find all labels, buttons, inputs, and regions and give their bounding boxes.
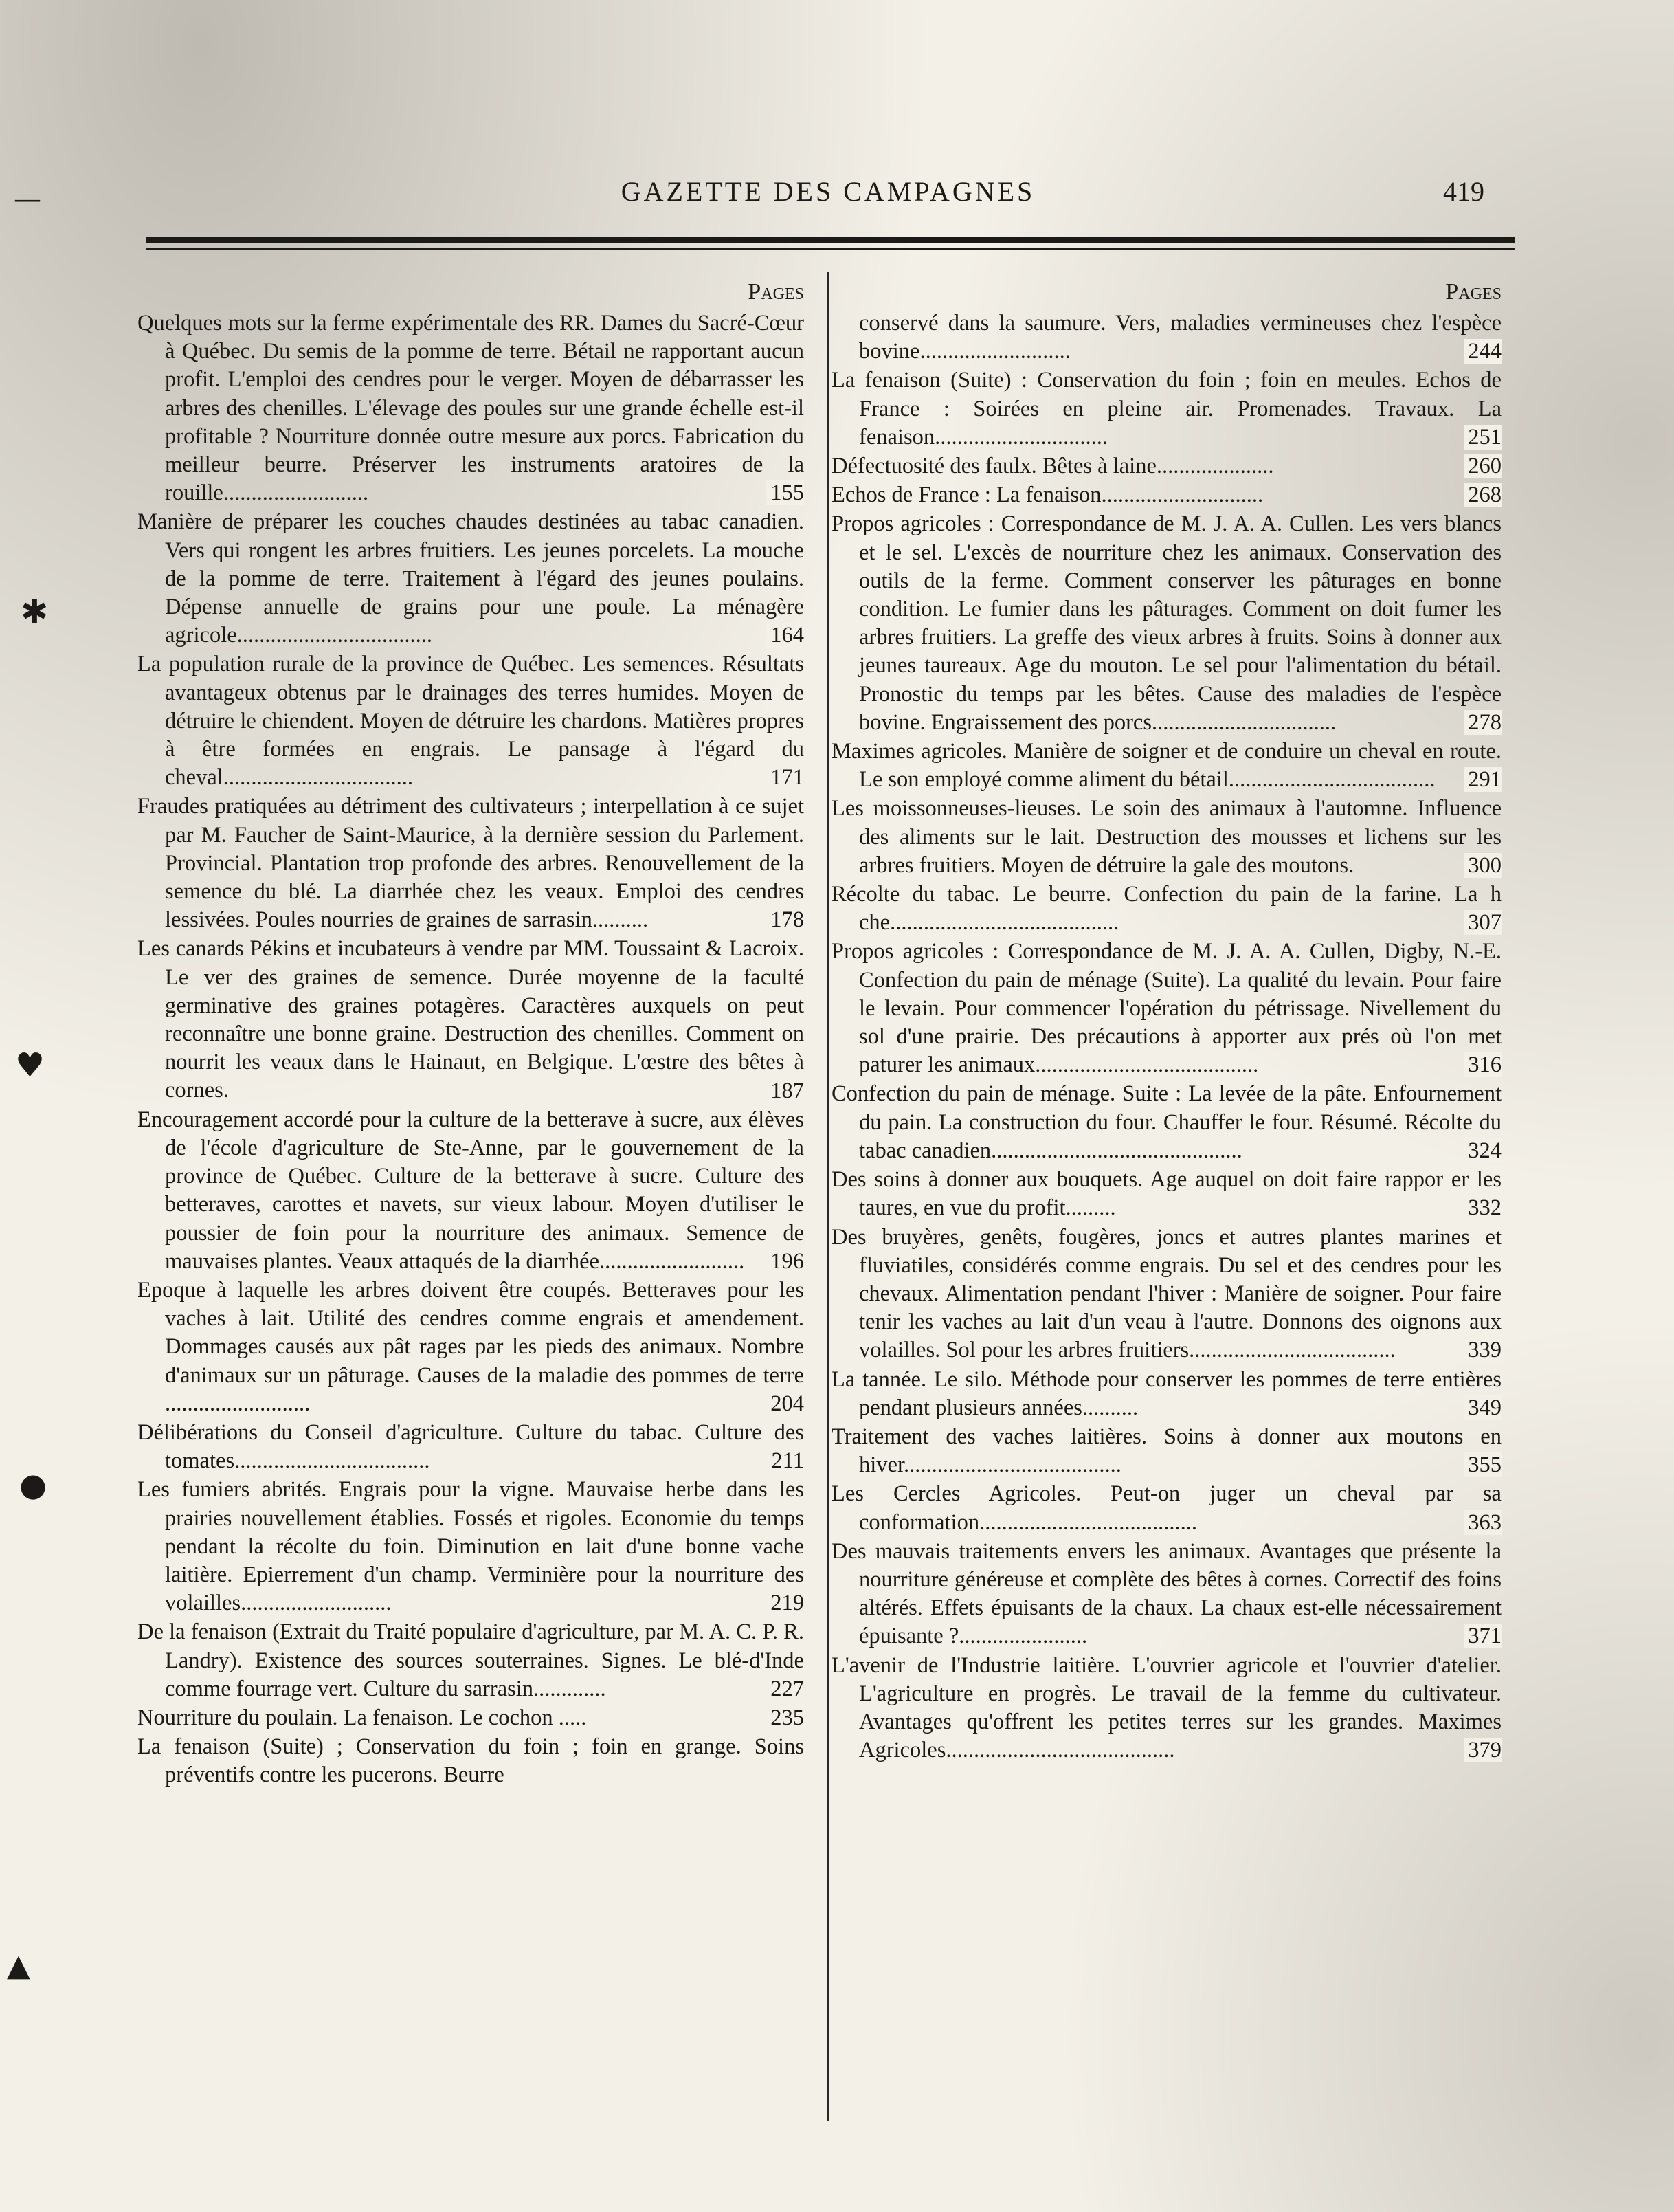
page-number: 419 bbox=[1443, 176, 1484, 207]
index-entry bbox=[832, 1652, 1502, 1765]
index-entry bbox=[832, 938, 1502, 1079]
entry-page-number: 324 bbox=[1464, 1138, 1502, 1163]
entry-text: La tannée. Le silo. Méthode pour conserver les pommes de terre entières pendant plusieurs années.......... bbox=[832, 1367, 1502, 1420]
entry-text: Des bruyères, genêts, fougères, joncs et autres plantes marines et fluviatiles, considérés comme engrais. Du sel et des cendres pour les chevaux. Alimentation pendant l'hiver : Manière de soigner. Pour faire tenir les vaches au lait d'un veau à l'autre. Donnons des oignons aux volailles. Sol pour les arbres fruitiers..................................... bbox=[832, 1224, 1502, 1363]
entry-page-number: 251 bbox=[1464, 425, 1502, 450]
entry-page-number: 178 bbox=[766, 907, 804, 932]
entry-page-number: 339 bbox=[1464, 1338, 1502, 1362]
entry-text: Manière de préparer les couches chaudes destinées au tabac canadien. Vers qui rongent les arbres fruitiers. Les jeunes porcelets. La mouche de la pomme de terre. Traitement à l'égard des jeunes poulains. Dépense annuelle de grains pour une poule. La ménagère agricole................................... bbox=[137, 509, 804, 648]
entry-text: conservé dans la saumure. Vers, maladies vermineuses chez l'espèce bovine........................... bbox=[859, 311, 1502, 364]
entry-text: De la fenaison (Extrait du Traité populaire d'agriculture, par M. A. C. P. R. Landry). Existence des sources souterraines. Signes. Le blé-d'Inde comme fourrage vert. Culture du sarrasin............. bbox=[137, 1619, 804, 1701]
left-column bbox=[137, 275, 804, 1790]
entry-text: Délibérations du Conseil d'agriculture. Culture du tabac. Culture des tomates................................... bbox=[137, 1419, 804, 1474]
index-entry bbox=[137, 1419, 804, 1475]
entry-page-number: 196 bbox=[766, 1249, 804, 1274]
entry-text: L'avenir de l'Industrie laitière. L'ouvrier agricole et l'ouvrier d'atelier. L'agriculture en progrès. Le travail de la femme du cultivateur. Avantages qu'offrent les petites terres sur les grandes. Maximes Agricoles......................................... bbox=[832, 1652, 1502, 1763]
index-entry bbox=[832, 1480, 1502, 1536]
entry-text: Confection du pain de ménage. Suite : La levée de la pâte. Enfournement du pain. La construction du four. Chauffer le four. Résumé. Récolte du tabac canadien............................................. bbox=[832, 1081, 1502, 1163]
margin-ink-blot-icon: ♥ bbox=[15, 1046, 45, 1085]
entry-text: Fraudes pratiquées au détriment des cultivateurs ; interpellation à ce sujet par M. Faucher de Saint-Maurice, à la dernière session du Parlement. Provincial. Plantation trop profonde des arbres. Renouvellement de la semence du blé. La diarrhée chez les veaux. Emploi des cendres lessivées. Poules nourries de graines de sarrasin.......... bbox=[137, 794, 804, 933]
entry-text: La fenaison (Suite) ; Conservation du foin ; foin en grange. Soins préventifs contre les pucerons. Beurre bbox=[137, 1734, 804, 1788]
header-rule-thin bbox=[146, 248, 1515, 250]
entry-page-number: 332 bbox=[1464, 1195, 1502, 1220]
page-header bbox=[144, 175, 1512, 217]
index-entry bbox=[137, 1106, 804, 1276]
index-entry bbox=[832, 1224, 1502, 1365]
entry-text: Des mauvais traitements envers les animaux. Avantages que présente la nourriture généreuse et complète des bêtes à cornes. Correctif des foins altérés. Effets épuisants de la chaux. La chaux est-elle nécessairement épuisante ?....................... bbox=[832, 1538, 1502, 1649]
entry-text: Propos agricoles : Correspondance de M. J. A. A. Cullen. Les vers blancs et le sel. L'excès de nourriture chez les animaux. Conservation des outils de la ferme. Comment conserver les pâturages en bonne condition. Le fumier dans les pâturages. Comment on doit fumer les arbres fruitiers. La greffe des vieux arbres à fruits. Soins à donner aux jeunes taureaux. Age du mouton. Le sel pour l'alimentation du bétail. Pronostic du temps par les bêtes. Cause des maladies de l'espèce bovine. Engraissement des porcs................................. bbox=[832, 511, 1502, 735]
right-entry-list bbox=[832, 309, 1502, 1765]
entry-text: Les Cercles Agricoles. Peut-on juger un cheval par sa conformation....................................... bbox=[832, 1481, 1502, 1535]
right-column bbox=[832, 275, 1502, 1765]
index-entry bbox=[832, 1366, 1502, 1422]
margin-ink-blot-icon: ▲ bbox=[7, 1948, 30, 1983]
entry-page-number: 155 bbox=[766, 480, 804, 505]
column-divider bbox=[827, 272, 829, 2121]
index-entry bbox=[832, 481, 1502, 509]
index-entry bbox=[832, 881, 1502, 937]
entry-text: Propos agricoles : Correspondance de M. J. A. A. Cullen, Digby, N.-E. Confection du pain de ménage (Suite). La qualité du levain. Pour faire le levain. Pour commencer l'opération du pétrissage. Nivellement du sol d'une prairie. Des précautions à apporter aux prés où l'on met paturer les animaux........................................ bbox=[832, 939, 1502, 1078]
header-rule-thick bbox=[146, 237, 1515, 243]
entry-text: Nourriture du poulain. La fenaison. Le cochon ..... bbox=[137, 1705, 587, 1730]
index-entry bbox=[832, 366, 1502, 452]
entry-page-number: 363 bbox=[1464, 1510, 1502, 1535]
entry-page-number: 268 bbox=[1464, 483, 1502, 507]
margin-ink-blot-icon: ● bbox=[19, 1466, 47, 1503]
entry-text: La population rurale de la province de Québec. Les semences. Résultats avantageux obtenus par le drainages des terres humides. Moyen de détruire le chiendent. Moyen de détruire les chardons. Matières propres à être formées en engrais. Le pansage à l'égard du cheval.................................. bbox=[137, 652, 804, 790]
margin-ink-blot-icon: ✱ bbox=[21, 593, 49, 631]
entry-page-number: 316 bbox=[1464, 1052, 1502, 1077]
index-entry bbox=[832, 1080, 1502, 1165]
entry-text: Défectuosité des faulx. Bêtes à laine..................... bbox=[832, 454, 1274, 479]
entry-text: Epoque à laquelle les arbres doivent être coupés. Betteraves pour les vaches à lait. Utilité des cendres comme engrais et amendement. Dommages causés aux pât rages par les pieds des animaux. Nombre d'animaux sur un pâturage. Causes de la maladie des pommes de terre .......................... bbox=[137, 1277, 804, 1416]
index-entry bbox=[137, 309, 804, 507]
entry-text: Maximes agricoles. Manière de soigner et de conduire un cheval en route. Le son employé comme aliment du bétail..................................... bbox=[832, 739, 1502, 793]
entry-page-number: 235 bbox=[766, 1705, 804, 1730]
entry-text: Les fumiers abrités. Engrais pour la vigne. Mauvaise herbe dans les prairies nouvellement établies. Fossés et rigoles. Economie du temps pendant la récolte du foin. Diminution en lait d'une bonne vache laitière. Epierrement d'un champ. Verminière pour la nourriture des volailles........................... bbox=[137, 1477, 804, 1616]
entry-text: Les moissonneuses-lieuses. Le soin des animaux à l'automne. Influence des aliments sur le lait. Destruction des mousses et lichens sur les arbres fruitiers. Moyen de détruire la gale des moutons. bbox=[832, 796, 1502, 878]
entry-page-number: 291 bbox=[1464, 767, 1502, 792]
entry-text: Encouragement accordé pour la culture de la betterave à sucre, aux élèves de l'école d'agriculture de Ste-Anne, par le gouvernement de la province de Québec. Culture de la betterave à sucre. Culture des betteraves, carottes et navets, sur vieux labour. Moyen d'utiliser le poussier de foin pour la nourriture des animaux. Semence de mauvaises plantes. Veaux attaqués de la diarrhée.......................... bbox=[137, 1107, 804, 1274]
entry-page-number: 219 bbox=[766, 1591, 804, 1615]
entry-page-number: 371 bbox=[1464, 1624, 1502, 1648]
index-entry bbox=[832, 738, 1502, 794]
pages-label-right: Pages bbox=[1445, 279, 1502, 305]
entry-page-number: 171 bbox=[766, 765, 804, 790]
entry-text: Des soins à donner aux bouquets. Age auquel on doit faire rappor er les taures, en vue du profit......... bbox=[832, 1167, 1502, 1221]
index-entry bbox=[137, 793, 804, 934]
entry-page-number: 260 bbox=[1464, 454, 1502, 478]
entry-page-number: 227 bbox=[766, 1677, 804, 1701]
margin-dash-mark: — bbox=[14, 184, 41, 215]
index-entry bbox=[832, 1538, 1502, 1651]
index-entry bbox=[832, 795, 1502, 880]
entry-text: Les canards Pékins et incubateurs à vendre par MM. Toussaint & Lacroix. Le ver des graines de semence. Durée moyenne de la faculté germinative des graines potagères. Caractères auxquels on peut reconnaître une bonne graine. Destruction des chenilles. Comment on nourrit les veaux dans le Hainaut, en Belgique. L'œstre des bêtes à cornes. bbox=[137, 936, 804, 1103]
index-entry bbox=[137, 1476, 804, 1617]
entry-page-number: 307 bbox=[1464, 910, 1502, 935]
index-entry bbox=[137, 1276, 804, 1418]
index-entry bbox=[137, 1733, 804, 1789]
entry-page-number: 300 bbox=[1464, 853, 1502, 878]
entry-page-number: 379 bbox=[1464, 1738, 1502, 1762]
entry-page-number: 355 bbox=[1464, 1452, 1502, 1477]
entry-page-number: 349 bbox=[1464, 1395, 1502, 1420]
left-entry-list bbox=[137, 309, 804, 1790]
entry-page-number: 278 bbox=[1464, 710, 1502, 735]
index-entry bbox=[832, 1423, 1502, 1479]
entry-text: Quelques mots sur la ferme expérimentale des RR. Dames du Sacré-Cœur à Québec. Du semis de la pomme de terre. Bétail ne rapportant aucun profit. L'emploi des cendres pour le verger. Moyen de débarrasser les arbres des chenilles. L'élevage des poules sur une grande échelle est-il profitable ? Nourriture donnée outre mesure aux porcs. Fabrication du meilleur beurre. Préserver les instruments aratoires de la rouille.......................... bbox=[137, 311, 804, 506]
index-entry bbox=[137, 650, 804, 792]
entry-page-number: 164 bbox=[766, 623, 804, 648]
pages-label-left: Pages bbox=[748, 279, 804, 305]
entry-page-number: 204 bbox=[766, 1391, 804, 1416]
entry-text: Récolte du tabac. Le beurre. Confection du pain de la farine. La h che......................................... bbox=[832, 882, 1502, 936]
index-entry bbox=[832, 510, 1502, 737]
entry-text: Echos de France : La fenaison............................. bbox=[832, 483, 1264, 508]
index-entry bbox=[137, 1704, 804, 1732]
entry-page-number: 211 bbox=[767, 1448, 804, 1473]
entry-page-number: 244 bbox=[1464, 339, 1502, 364]
journal-title: GAZETTE DES CAMPAGNES bbox=[621, 176, 1036, 207]
index-entry bbox=[137, 1618, 804, 1703]
entry-text: Traitement des vaches laitières. Soins à donner aux moutons en hiver....................................... bbox=[832, 1424, 1502, 1478]
entry-text: La fenaison (Suite) : Conservation du foin ; foin en meules. Echos de France : Soirées en pleine air. Promenades. Travaux. La fenaison............................... bbox=[832, 368, 1502, 450]
entry-page-number: 187 bbox=[766, 1079, 804, 1103]
index-entry bbox=[137, 935, 804, 1105]
index-entry bbox=[832, 452, 1502, 480]
index-entry bbox=[832, 1166, 1502, 1222]
index-entry bbox=[832, 309, 1502, 366]
index-entry bbox=[137, 508, 804, 650]
